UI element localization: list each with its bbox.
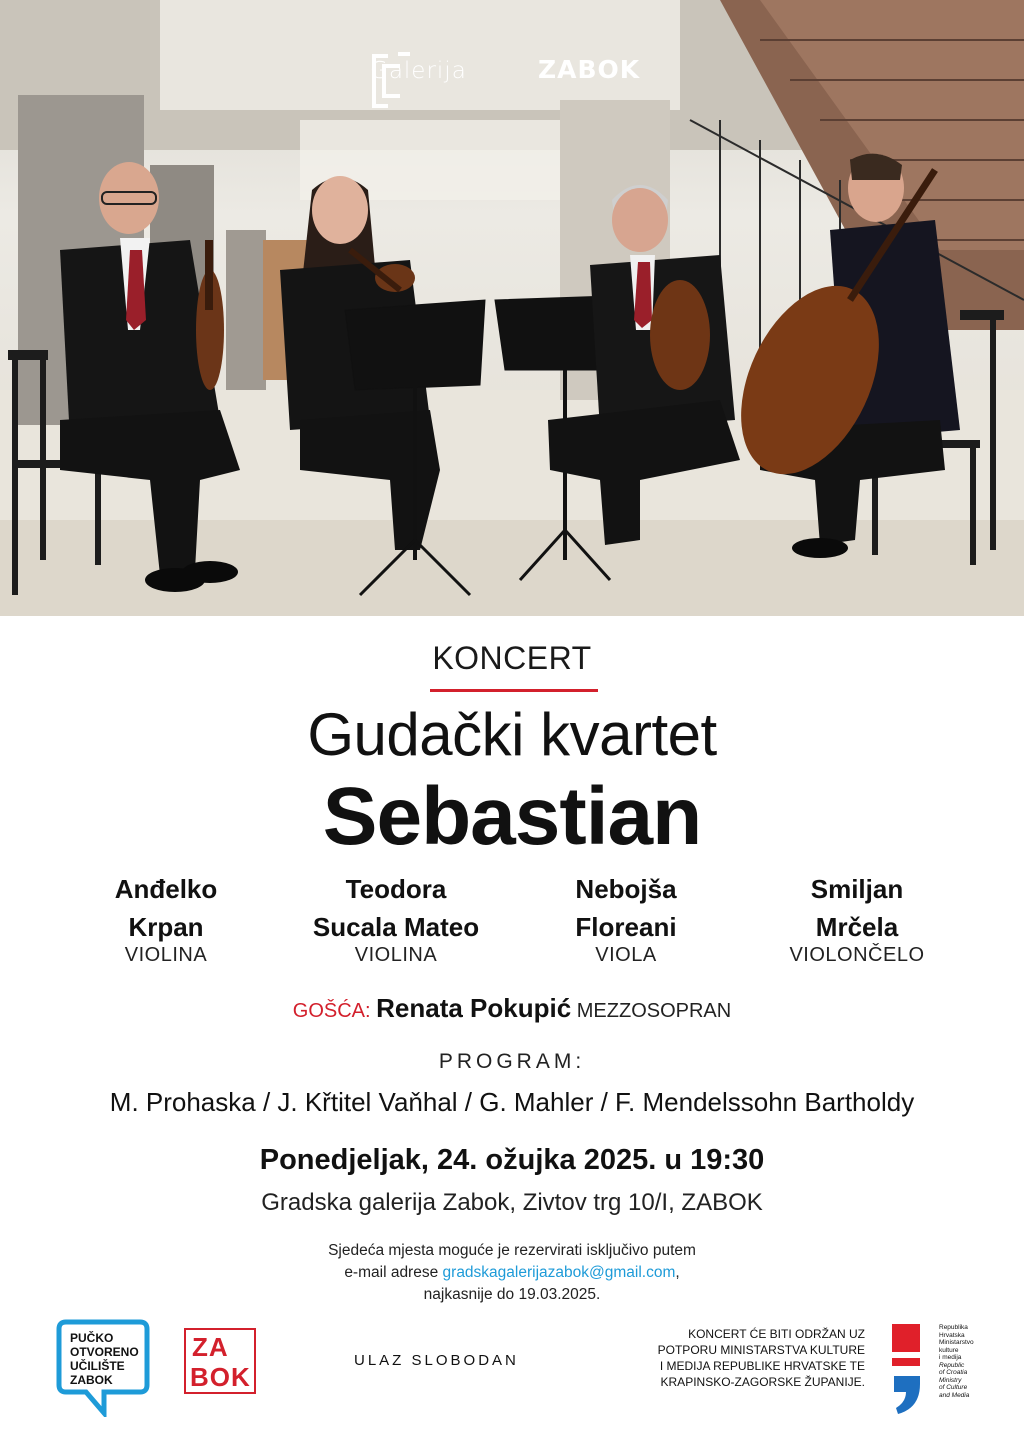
guest-line	[0, 993, 1024, 1024]
reservation-line-2	[0, 1262, 1024, 1284]
ministry-line: of Culture	[939, 1384, 968, 1391]
member-first-name: Anđelko	[114, 874, 218, 904]
support-line: POTPORU MINISTARSTVA KULTURE	[657, 1343, 865, 1357]
ministry-text	[939, 1324, 999, 1399]
zabok-logo-top: ZA	[192, 1332, 229, 1362]
puo-logo-text	[70, 1331, 139, 1387]
puo-line: UČILIŠTE	[70, 1359, 125, 1373]
event-type: KONCERT	[432, 640, 592, 676]
member-first-name: Teodora	[345, 874, 447, 904]
title-line-1: Gudački kvartet	[307, 701, 717, 768]
member-last-name: Krpan	[128, 912, 204, 942]
puo-line: OTVORENO	[70, 1345, 139, 1359]
member-first-name: Smiljan	[810, 874, 904, 904]
support-line: KRAPINSKO-ZAGORSKE ŽUPANIJE.	[660, 1375, 865, 1389]
support-notice	[610, 1326, 865, 1390]
program-composers: M. Prohaska / J. Křtitel Vaňhal / G. Mahler / F. Mendelssohn Bartholdy	[109, 1087, 915, 1117]
program-label: PROGRAM:	[438, 1050, 586, 1073]
member-4	[737, 870, 977, 967]
gallery-name: ZABOK	[538, 55, 641, 84]
member-3	[506, 870, 746, 967]
event-date-time: Ponedjeljak, 24. ožujka 2025. u 19:30	[259, 1144, 765, 1176]
reservation-email-link[interactable]: gradskagalerijazabok@gmail.com	[442, 1264, 676, 1281]
guest-name: Renata Pokupić	[376, 993, 572, 1023]
quartet-photo	[0, 0, 1024, 616]
support-line: I MEDIJA REPUBLIKE HRVATSKE TE	[659, 1359, 865, 1373]
galerija-zabok-logo	[370, 50, 670, 112]
member-2	[276, 870, 516, 967]
ministry-line: Ministarstvo	[939, 1339, 974, 1346]
member-first-name: Nebojša	[575, 874, 677, 904]
member-instrument: VIOLA	[595, 944, 657, 966]
ministry-emblem-icon	[892, 1324, 922, 1416]
event-venue: Gradska galerija Zabok, Zivtov trg 10/I, ZABOK	[261, 1189, 763, 1216]
ministry-line: Hrvatska	[939, 1331, 965, 1339]
member-instrument: VIOLONČELO	[789, 944, 925, 966]
member-last-name: Floreani	[575, 912, 677, 942]
puo-line: PUČKO	[70, 1331, 114, 1345]
zabok-logo-bottom: BOK	[190, 1362, 251, 1392]
reservation-line-3: najkasnije do 19.03.2025.	[423, 1286, 601, 1303]
ministry-line: i medija	[939, 1354, 962, 1361]
ministry-line: of Croatia	[939, 1369, 968, 1376]
reservation-email-prefix: e-mail adrese	[344, 1264, 439, 1281]
zabok-town-logo	[184, 1328, 256, 1394]
guest-label: GOŠĆA:	[292, 1000, 371, 1022]
reservation-line-1: Sjedeća mjesta moguće je rezervirati isključivo putem	[328, 1242, 696, 1259]
ministry-line: and Media	[939, 1391, 970, 1399]
support-line: KONCERT ĆE BITI ODRŽAN UZ	[688, 1327, 865, 1341]
member-instrument: VIOLINA	[124, 944, 208, 966]
bracket-icon	[370, 50, 416, 110]
member-last-name: Sucala Mateo	[312, 912, 480, 942]
member-last-name: Mrčela	[815, 912, 899, 942]
free-entry: ULAZ SLOBODAN	[354, 1352, 519, 1369]
member-1	[46, 870, 286, 967]
ministry-line: Republika	[939, 1324, 968, 1331]
ministry-line: Republic	[939, 1361, 965, 1369]
ministry-line: kulture	[939, 1346, 959, 1354]
reservation-info	[0, 1240, 1024, 1306]
member-instrument: VIOLINA	[354, 944, 438, 966]
puo-line: ZABOK	[70, 1373, 113, 1387]
title-line-2: Sebastian	[322, 771, 702, 862]
reservation-email-suffix: ,	[675, 1264, 680, 1281]
gallery-word: Galerija	[370, 58, 467, 84]
accent-divider	[430, 689, 598, 692]
guest-role: MEZZOSOPRAN	[576, 1000, 732, 1022]
ministry-line: Ministry	[939, 1376, 962, 1384]
